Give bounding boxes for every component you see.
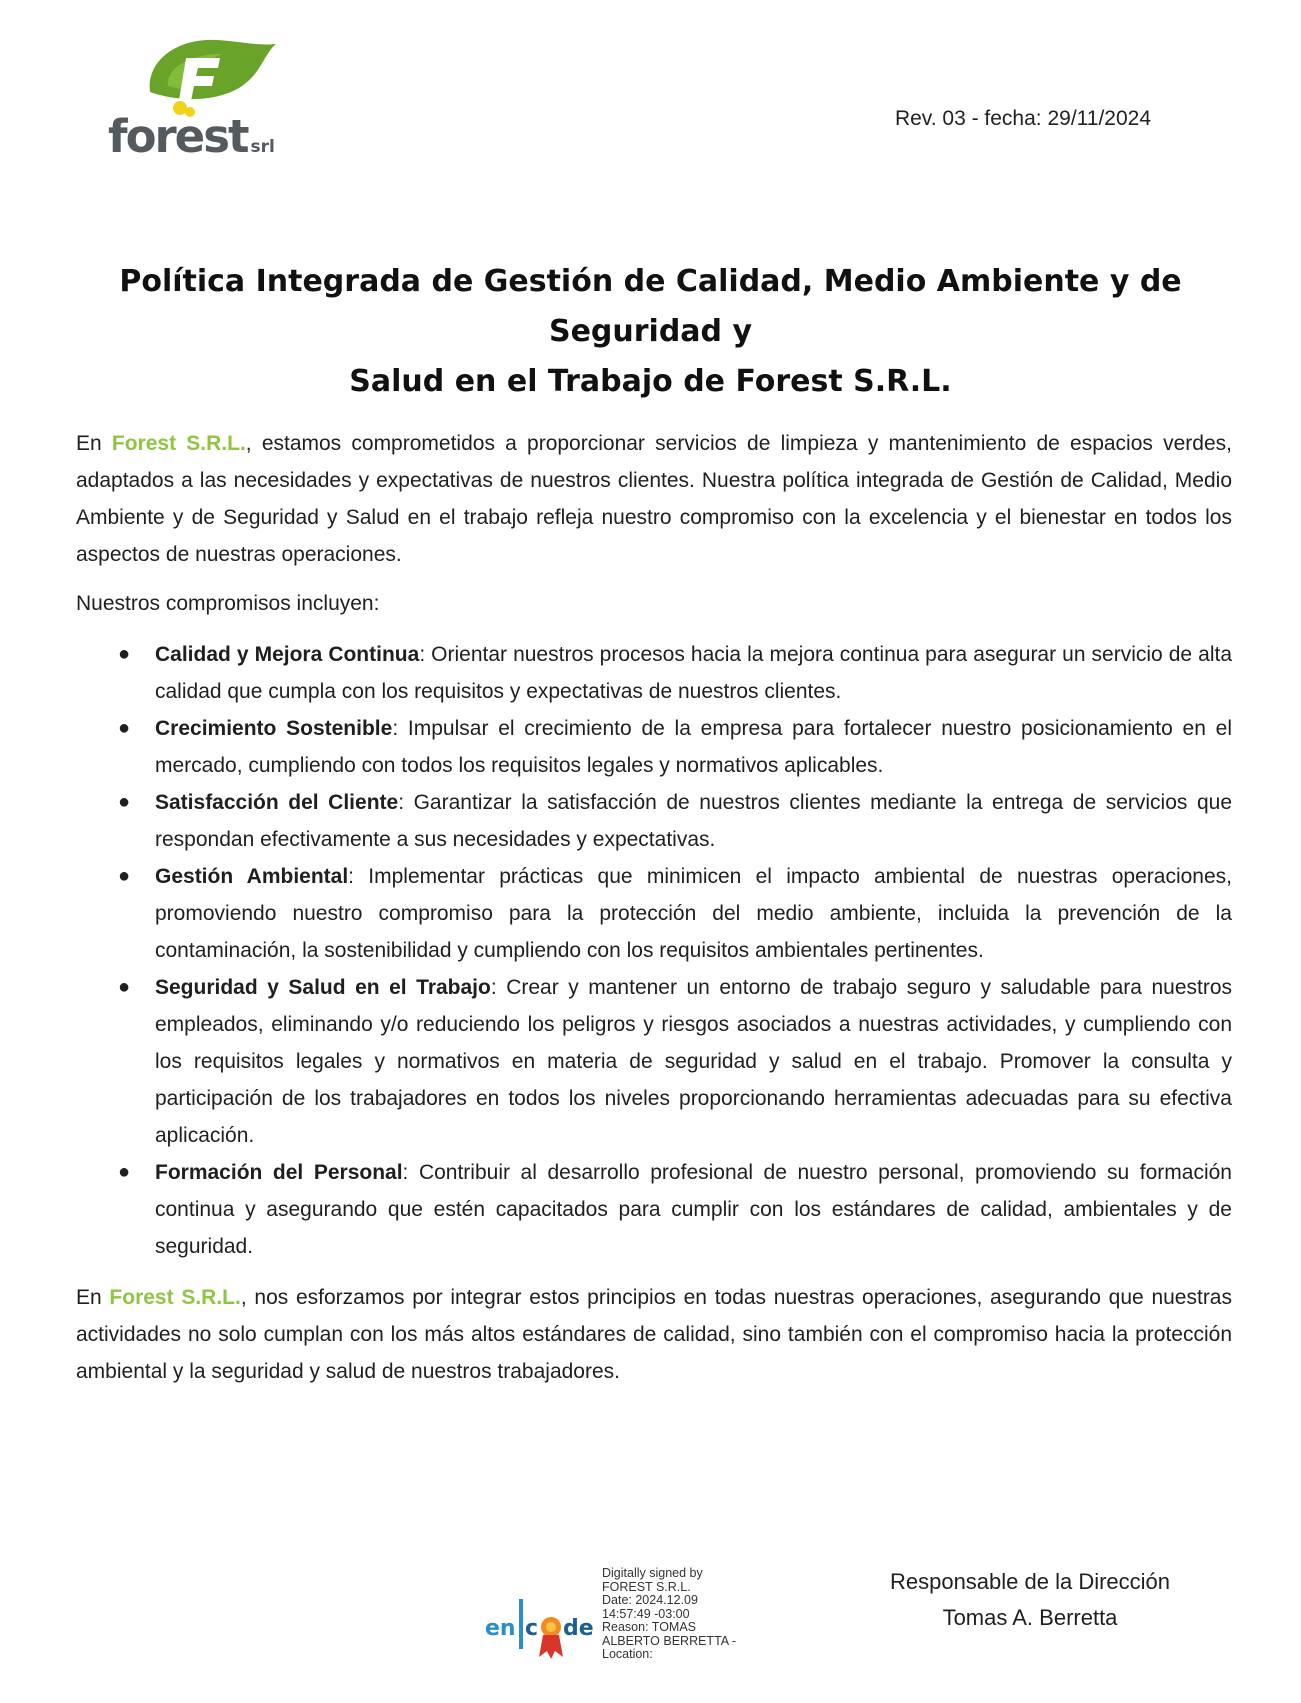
list-item: ● Seguridad y Salud en el Trabajo: Crear y mantener un entorno de trabajo seguro y saludable para nuestros empleados, eliminando y/o reduciendo los peligros y riesgos asociados a nuestras actividades, y cumpliendo con los requisitos legales y normativos en materia de seguridad y salud en el trabajo. Promover la consulta y participación de los trabajadores en todos los niveles proporcionando herramientas adecuadas para su efectiva aplicación. <box>76 969 1232 1154</box>
svg-text:c: c <box>525 1616 539 1641</box>
responsible-block <box>870 1564 1190 1636</box>
encode-seal-icon <box>485 1585 597 1665</box>
brand-name: Forest S.R.L. <box>109 1286 241 1309</box>
list-item: ● Calidad y Mejora Continua: Orientar nuestros procesos hacia la mejora continua para asegurar un servicio de alta calidad que cumpla con los requisitos y expectativas de nuestros clientes. <box>76 636 1232 710</box>
signature-details: Digitally signed by FOREST S.R.L. Date: 2024.12.09 14:57:49 -03:00 Reason: TOMAS ALBERTO BERRETTA - Location: <box>602 1566 737 1661</box>
bullet-icon: ● <box>118 865 131 887</box>
list-item: ● Gestión Ambiental: Implementar prácticas que minimicen el impacto ambiental de nuestras operaciones, promoviendo nuestro compromiso para la protección del medio ambiente, incluida la prevención de la contaminación, la sostenibilidad y cumpliendo con los requisitos ambientales pertinentes. <box>76 858 1232 969</box>
commitments-list <box>76 636 1232 1265</box>
responsible-name: Tomas A. Berretta <box>942 1605 1118 1630</box>
leaf-f-icon <box>138 32 278 122</box>
bullet-icon: ● <box>118 717 131 739</box>
document-title <box>70 257 1231 407</box>
list-item: ● Crecimiento Sostenible: Impulsar el crecimiento de la empresa para fortalecer nuestro posicionamiento en el mercado, cumpliendo con todos los requisitos legales y normativos aplicables. <box>76 710 1232 784</box>
document-body <box>76 425 1232 1390</box>
list-item: ● Satisfacción del Cliente: Garantizar la satisfacción de nuestros clientes mediante la entrega de servicios que respondan efectivamente a sus necesidades y expectativas. <box>76 784 1232 858</box>
bullet-icon: ● <box>118 1161 131 1183</box>
company-logo <box>108 32 278 172</box>
svg-text:de: de <box>563 1616 594 1641</box>
bullet-icon: ● <box>118 791 131 813</box>
closing-paragraph: En Forest S.R.L., nos esforzamos por integrar estos principios en todas nuestras operaciones, asegurando que nuestras actividades no solo cumplan con los más altos estándares de calidad, sino también con el compromiso hacia la protección ambiental y la seguridad y salud de nuestros trabajadores. <box>76 1286 1232 1383</box>
brand-name: Forest S.R.L. <box>111 432 246 455</box>
bullet-icon: ● <box>118 643 131 665</box>
digital-signature <box>485 1567 785 1677</box>
title-line-2: Salud en el Trabajo de Forest S.R.L. <box>349 364 952 399</box>
title-line-1: Política Integrada de Gestión de Calidad, Medio Ambiente y de Seguridad y <box>119 264 1182 349</box>
intro-paragraph: En Forest S.R.L., estamos comprometidos a proporcionar servicios de limpieza y mantenimiento de espacios verdes, adaptados a las necesidades y expectativas de nuestros clientes. Nuestra política integrada de Gestión de Calidad, Medio Ambiente y de Seguridad y Salud en el trabajo refleja nuestro compromiso con la excelencia y el bienestar en todos los aspectos de nuestras operaciones. <box>76 432 1232 566</box>
revision-date: Rev. 03 - fecha: 29/11/2024 <box>894 107 1151 130</box>
bullet-icon: ● <box>118 976 131 998</box>
responsible-role: Responsable de la Dirección <box>889 1569 1171 1594</box>
commitments-lead: Nuestros compromisos incluyen: <box>76 592 380 615</box>
logo-wordmark: forest srl <box>108 110 275 163</box>
list-item: ● Formación del Personal: Contribuir al desarrollo profesional de nuestro personal, promoviendo su formación continua y asegurando que estén capacitados para cumplir con los estándares de calidad, ambientales y de seguridad. <box>76 1154 1232 1265</box>
svg-text:en: en <box>485 1616 516 1641</box>
